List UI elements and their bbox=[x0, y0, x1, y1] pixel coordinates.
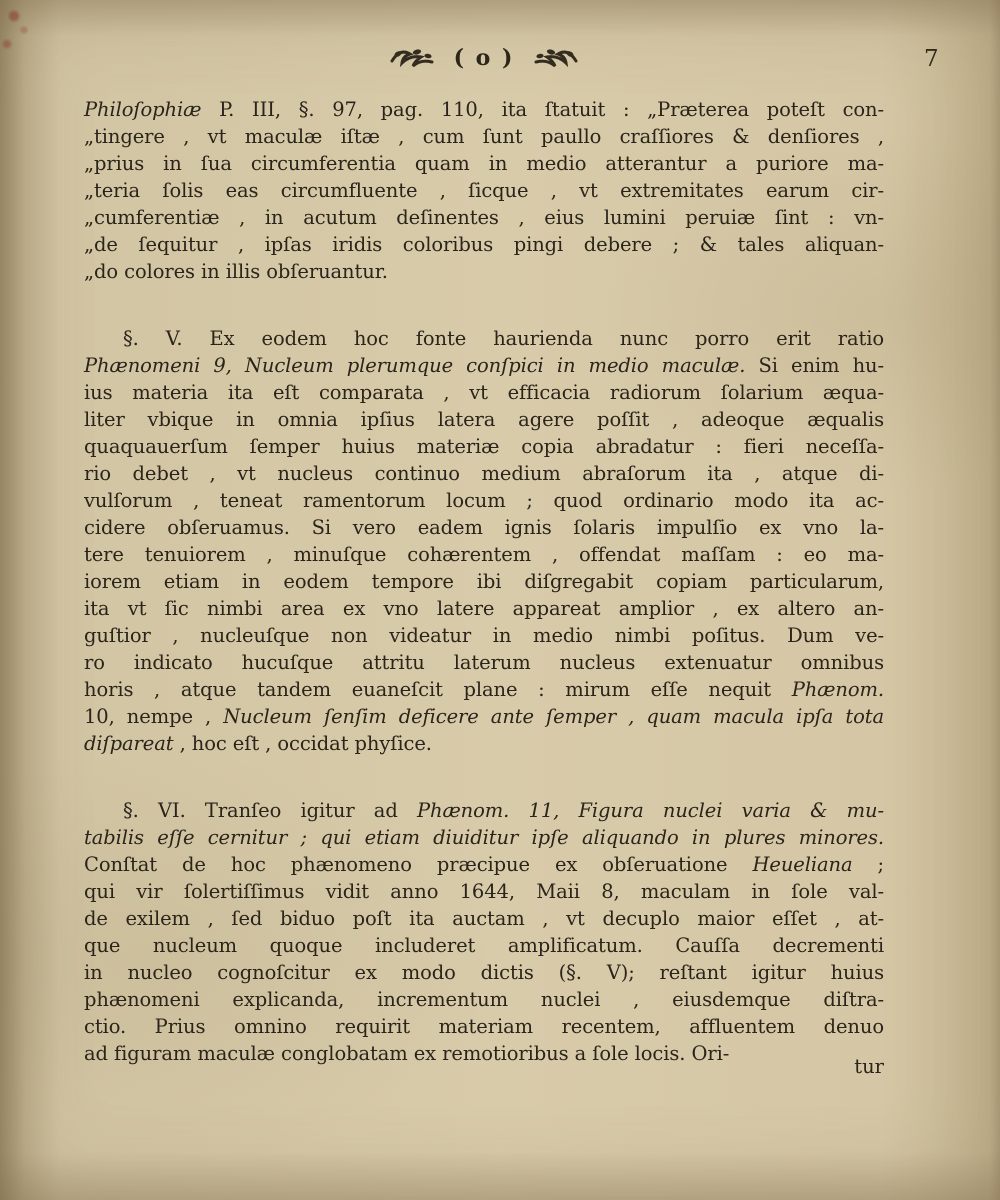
text-line bbox=[84, 204, 884, 231]
text-line bbox=[84, 325, 884, 352]
text-line bbox=[84, 487, 884, 514]
text-segment: Phænomeni 9, Nucleum plerumque conſpici in medio maculæ. bbox=[84, 354, 746, 377]
text-line bbox=[84, 703, 884, 730]
text-line bbox=[84, 177, 884, 204]
text-line bbox=[84, 379, 884, 406]
text-segment: ius materia ita eſt comparata , vt efficacia radiorum ſolarium æqua- bbox=[84, 381, 884, 404]
text-line bbox=[84, 986, 884, 1013]
text-segment: Nucleum ſenſim deficere ante ſemper , quam macula ipſa tota bbox=[223, 705, 885, 728]
ornament-center-text: ( o ) bbox=[453, 45, 515, 71]
catchword-row bbox=[84, 1053, 884, 1080]
text-segment: cidere obſeruamus. Si vero eadem ignis ſolaris impulſio ex vno la- bbox=[84, 516, 884, 539]
text-line bbox=[84, 541, 884, 568]
text-segment: Philoſophiæ bbox=[84, 98, 202, 121]
text-line bbox=[84, 460, 884, 487]
text-segment: ; bbox=[852, 853, 884, 876]
paragraph bbox=[84, 797, 884, 1067]
text-line bbox=[84, 676, 884, 703]
text-line bbox=[84, 959, 884, 986]
text-segment: Conſtat de hoc phænomeno præcipue ex obſeruatione bbox=[84, 853, 753, 876]
text-line bbox=[84, 258, 884, 285]
text-line bbox=[84, 406, 884, 433]
text-line bbox=[84, 649, 884, 676]
text-segment: ita vt ſic nimbi area ex vno latere appareat amplior , ex altero an- bbox=[84, 597, 884, 620]
text-line bbox=[84, 730, 884, 757]
text-line bbox=[84, 824, 884, 851]
text-segment: guſtior , nucleuſque non videatur in medio nimbi poſitus. Dum ve- bbox=[84, 624, 884, 647]
text-segment: diſpareat bbox=[84, 732, 174, 755]
text-segment: ro indicato hucuſque attritu laterum nucleus extenuatur omnibus bbox=[84, 651, 884, 674]
text-line bbox=[84, 932, 884, 959]
text-segment: §. V. Ex eodem hoc fonte haurienda nunc porro erit ratio bbox=[123, 327, 884, 350]
text-line bbox=[84, 905, 884, 932]
text-segment: in nucleo cognoſcitur ex modo dictis (§. V); reſtant igitur huius bbox=[84, 961, 884, 984]
text-segment: Si enim hu- bbox=[745, 354, 884, 377]
text-block bbox=[84, 96, 884, 1067]
text-line bbox=[84, 150, 884, 177]
text-segment: „prius in ſua circumferentia quam in medio atterantur a puriore ma- bbox=[84, 152, 884, 175]
text-segment: Phænom. bbox=[791, 678, 884, 701]
text-segment: tabilis eſſe cernitur ; qui etiam diuiditur ipſe aliquando in plures minores. bbox=[84, 826, 884, 849]
text-segment: tere tenuiorem , minuſque cohærentem , offendat maſſam : eo ma- bbox=[84, 543, 884, 566]
text-segment: „de ſequitur , ipſas iridis coloribus pingi debere ; & tales aliquan- bbox=[84, 233, 884, 256]
header-ornament bbox=[84, 44, 884, 71]
text-line bbox=[84, 595, 884, 622]
text-line bbox=[84, 797, 884, 824]
fleuron-left-icon bbox=[390, 45, 434, 71]
text-line bbox=[84, 352, 884, 379]
text-segment: vulſorum , teneat ramentorum locum ; quod ordinario modo ita ac- bbox=[84, 489, 884, 512]
text-segment: horis , atque tandem euaneſcit plane : mirum eſſe nequit bbox=[84, 678, 792, 701]
text-segment: P. III, §. 97, pag. 110, ita ſtatuit : „Præterea poteſt con- bbox=[201, 98, 884, 121]
text-segment: liter vbique in omnia ipſius latera agere poſſit , adeoque æqualis bbox=[84, 408, 884, 431]
text-segment: qui vir ſolertiſſimus vidit anno 1644, Maii 8, maculam in ſole val- bbox=[84, 880, 884, 903]
text-line bbox=[84, 123, 884, 150]
page-header bbox=[0, 44, 1000, 78]
text-segment: de exilem , ſed biduo poſt ita auctam , vt decuplo maior eſſet , at- bbox=[84, 907, 884, 930]
text-line bbox=[84, 622, 884, 649]
text-segment: iorem etiam in eodem tempore ibi diſgregabit copiam particularum, bbox=[84, 570, 884, 593]
paragraph bbox=[84, 96, 884, 285]
text-line bbox=[84, 1013, 884, 1040]
text-segment: §. VI. Tranſeo igitur ad bbox=[123, 799, 417, 822]
text-segment: ctio. Prius omnino requirit materiam recentem, affluentem denuo bbox=[84, 1015, 884, 1038]
text-segment: „tingere , vt maculæ iſtæ , cum ſunt paullo craſſiores & denſiores , bbox=[84, 125, 884, 148]
text-segment: ad figuram maculæ conglobatam ex remotioribus a ſole locis. Ori- bbox=[84, 1042, 730, 1065]
text-segment: phænomeni explicanda, incrementum nuclei , eiusdemque diſtra- bbox=[84, 988, 884, 1011]
text-line bbox=[84, 514, 884, 541]
text-line bbox=[84, 568, 884, 595]
text-line bbox=[84, 231, 884, 258]
text-segment: que nucleum quoque includeret amplificatum. Cauſſa decrementi bbox=[84, 934, 884, 957]
text-line bbox=[84, 433, 884, 460]
text-line bbox=[84, 851, 884, 878]
text-segment: Phænom. 11, Figura nuclei varia & mu- bbox=[416, 799, 884, 822]
text-segment: 10, nempe , bbox=[84, 705, 224, 728]
text-segment: „teria ſolis eas circumfluente , ſicque , vt extremitates earum cir- bbox=[84, 179, 884, 202]
page-number: 7 bbox=[924, 46, 939, 72]
text-segment: quaquauerſum ſemper huius materiæ copia abradatur : fieri neceſſa- bbox=[84, 435, 884, 458]
paragraph bbox=[84, 325, 884, 757]
fleuron-right-icon bbox=[534, 45, 578, 71]
text-segment: Heueliana bbox=[752, 853, 853, 876]
text-segment: „cumferentiæ , in acutum deſinentes , eius lumini peruiæ ſint : vn- bbox=[84, 206, 884, 229]
catchword: tur bbox=[854, 1055, 884, 1078]
text-segment: „do colores in illis obſeruantur. bbox=[84, 260, 388, 283]
text-segment: rio debet , vt nucleus continuo medium abraſorum ita , atque di- bbox=[84, 462, 884, 485]
text-line bbox=[84, 96, 884, 123]
text-line bbox=[84, 878, 884, 905]
text-segment: , hoc eſt , occidat phyſice. bbox=[173, 732, 432, 755]
